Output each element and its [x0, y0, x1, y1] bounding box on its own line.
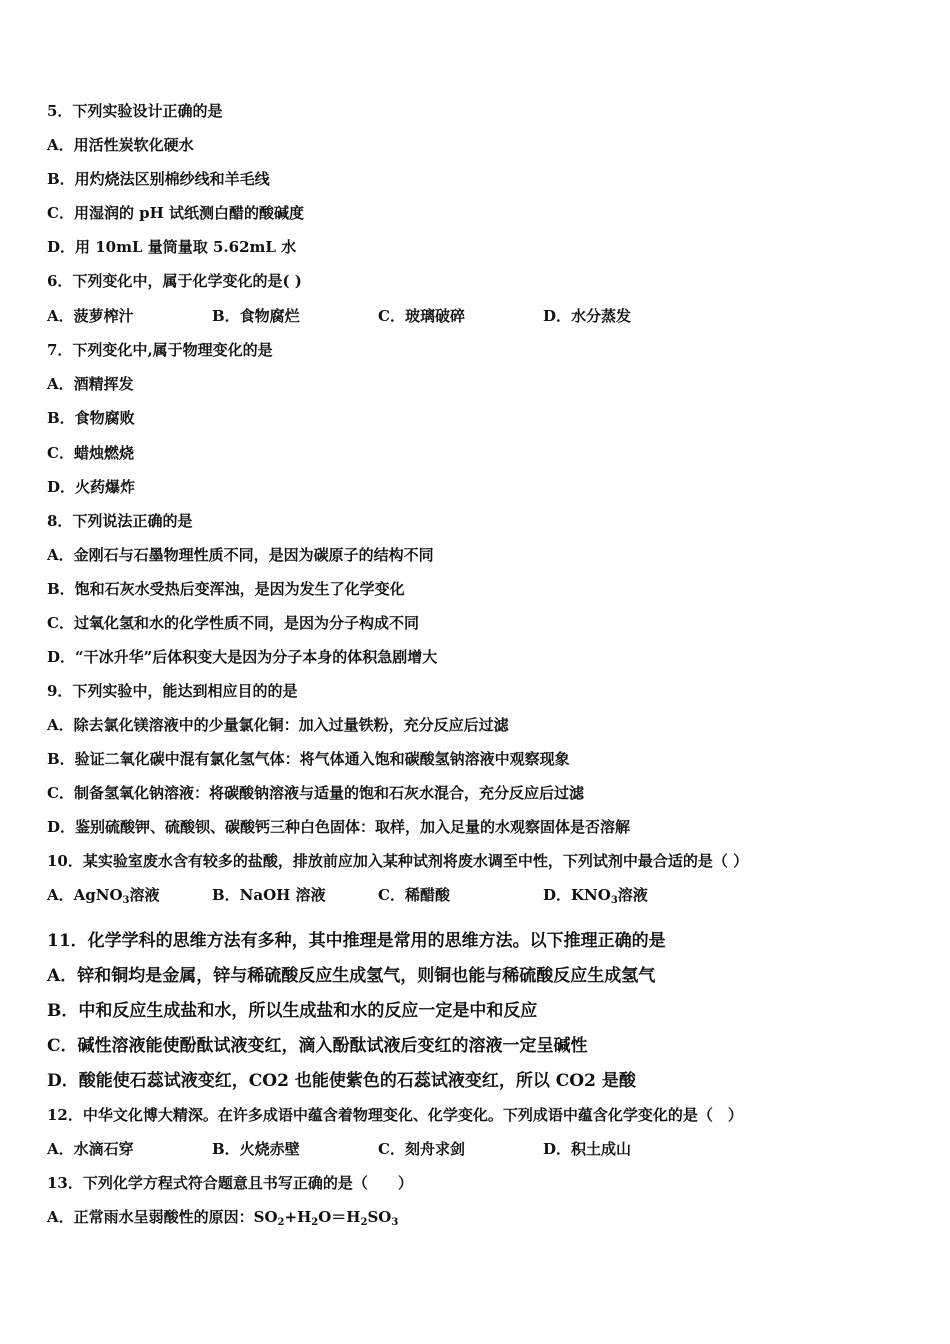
- question-8-stem: 8．下列说法正确的是: [47, 512, 193, 530]
- question-5-option-d: D．用 10mL 量筒量取 5.62mL 水: [47, 238, 297, 256]
- question-5-stem: 5．下列实验设计正确的是: [47, 102, 223, 120]
- question-6-option-c: C．玻璃破碎: [378, 307, 465, 325]
- question-8-option-d: D．“干冰升华”后体积变大是因为分子本身的体积急剧增大: [47, 648, 438, 666]
- question-6-option-d: D．水分蒸发: [543, 307, 632, 325]
- question-9-option-d: D．鉴别硫酸钾、硫酸钡、碳酸钙三种白色固体：取样，加入足量的水观察固体是否溶解: [47, 818, 631, 836]
- question-7-option-c: C．蜡烛燃烧: [47, 444, 134, 462]
- question-9-option-a: A．除去氯化镁溶液中的少量氯化铜：加入过量铁粉，充分反应后过滤: [47, 716, 509, 734]
- question-5-option-a: A．用活性炭软化硬水: [47, 136, 194, 154]
- question-10-option-c: C．稀醋酸: [378, 886, 450, 904]
- question-10-option-a: A．AgNO$_3$溶液: [47, 886, 160, 906]
- question-7-option-a: A．酒精挥发: [47, 375, 134, 393]
- question-13-option-a: A．正常雨水呈弱酸性的原因：$SO_2+H_2O=H_2SO_3$: [47, 1208, 399, 1228]
- question-9-option-b: B．验证二氧化碳中混有氯化氢气体：将气体通入饱和碳酸氢钠溶液中观察现象: [47, 750, 570, 768]
- question-9-option-c: C．制备氢氧化钠溶液：将碳酸钠溶液与适量的饱和石灰水混合，充分反应后过滤: [47, 784, 584, 802]
- question-12-option-d: D．积土成山: [543, 1140, 632, 1158]
- question-10-option-b: B．NaOH 溶液: [212, 886, 326, 904]
- question-6-option-a: A．菠萝榨汁: [47, 307, 134, 325]
- question-12-option-a: A．水滴石穿: [47, 1140, 134, 1158]
- question-8-option-b: B．饱和石灰水受热后变浑浊，是因为发生了化学变化: [47, 580, 405, 598]
- question-5-option-b: B．用灼烧法区别棉纱线和羊毛线: [47, 170, 270, 188]
- question-7-option-b: B．食物腐败: [47, 409, 135, 427]
- question-11-stem: 11．化学学科的思维方法有多种，其中推理是常用的思维方法。以下推理正确的是: [47, 931, 666, 951]
- question-8-option-c: C．过氧化氢和水的化学性质不同，是因为分子构成不同: [47, 614, 419, 632]
- question-11-option-d: D．酸能使石蕊试液变红，CO2 也能使紫色的石蕊试液变红，所以 CO2 是酸: [47, 1071, 636, 1091]
- question-11-option-b: B．中和反应生成盐和水，所以生成盐和水的反应一定是中和反应: [47, 1001, 538, 1021]
- question-6-stem: 6．下列变化中，属于化学变化的是( ): [47, 272, 302, 290]
- question-5-option-c: C．用湿润的 pH 试纸测白醋的酸碱度: [47, 204, 305, 222]
- question-12-option-c: C．刻舟求剑: [378, 1140, 465, 1158]
- question-9-stem: 9．下列实验中，能达到相应目的的是: [47, 682, 298, 700]
- question-13-stem: 13．下列化学方程式符合题意且书写正确的是（ ）: [47, 1174, 413, 1192]
- question-10-option-d: D．$KNO_3$溶液: [543, 886, 648, 906]
- question-7-stem: 7．下列变化中,属于物理变化的是: [47, 341, 273, 359]
- question-10-stem: 10．某实验室废水含有较多的盐酸，排放前应加入某种试剂将废水调至中性，下列试剂中最合适的是（ ）: [47, 852, 749, 870]
- question-12-stem: 12．中华文化博大精深。在许多成语中蕴含着物理变化、化学变化。下列成语中蕴含化学变化的是（ ）: [47, 1106, 743, 1124]
- question-11-option-c: C．碱性溶液能使酚酞试液变红，滴入酚酞试液后变红的溶液一定呈碱性: [47, 1036, 588, 1056]
- question-11-option-a: A．锌和铜均是金属，锌与稀硫酸反应生成氢气，则铜也能与稀硫酸反应生成氢气: [47, 966, 656, 986]
- question-6-option-b: B．食物腐烂: [212, 307, 300, 325]
- question-12-option-b: B．火烧赤壁: [212, 1140, 300, 1158]
- question-8-option-a: A．金刚石与石墨物理性质不同，是因为碳原子的结构不同: [47, 546, 434, 564]
- question-7-option-d: D．火药爆炸: [47, 478, 136, 496]
